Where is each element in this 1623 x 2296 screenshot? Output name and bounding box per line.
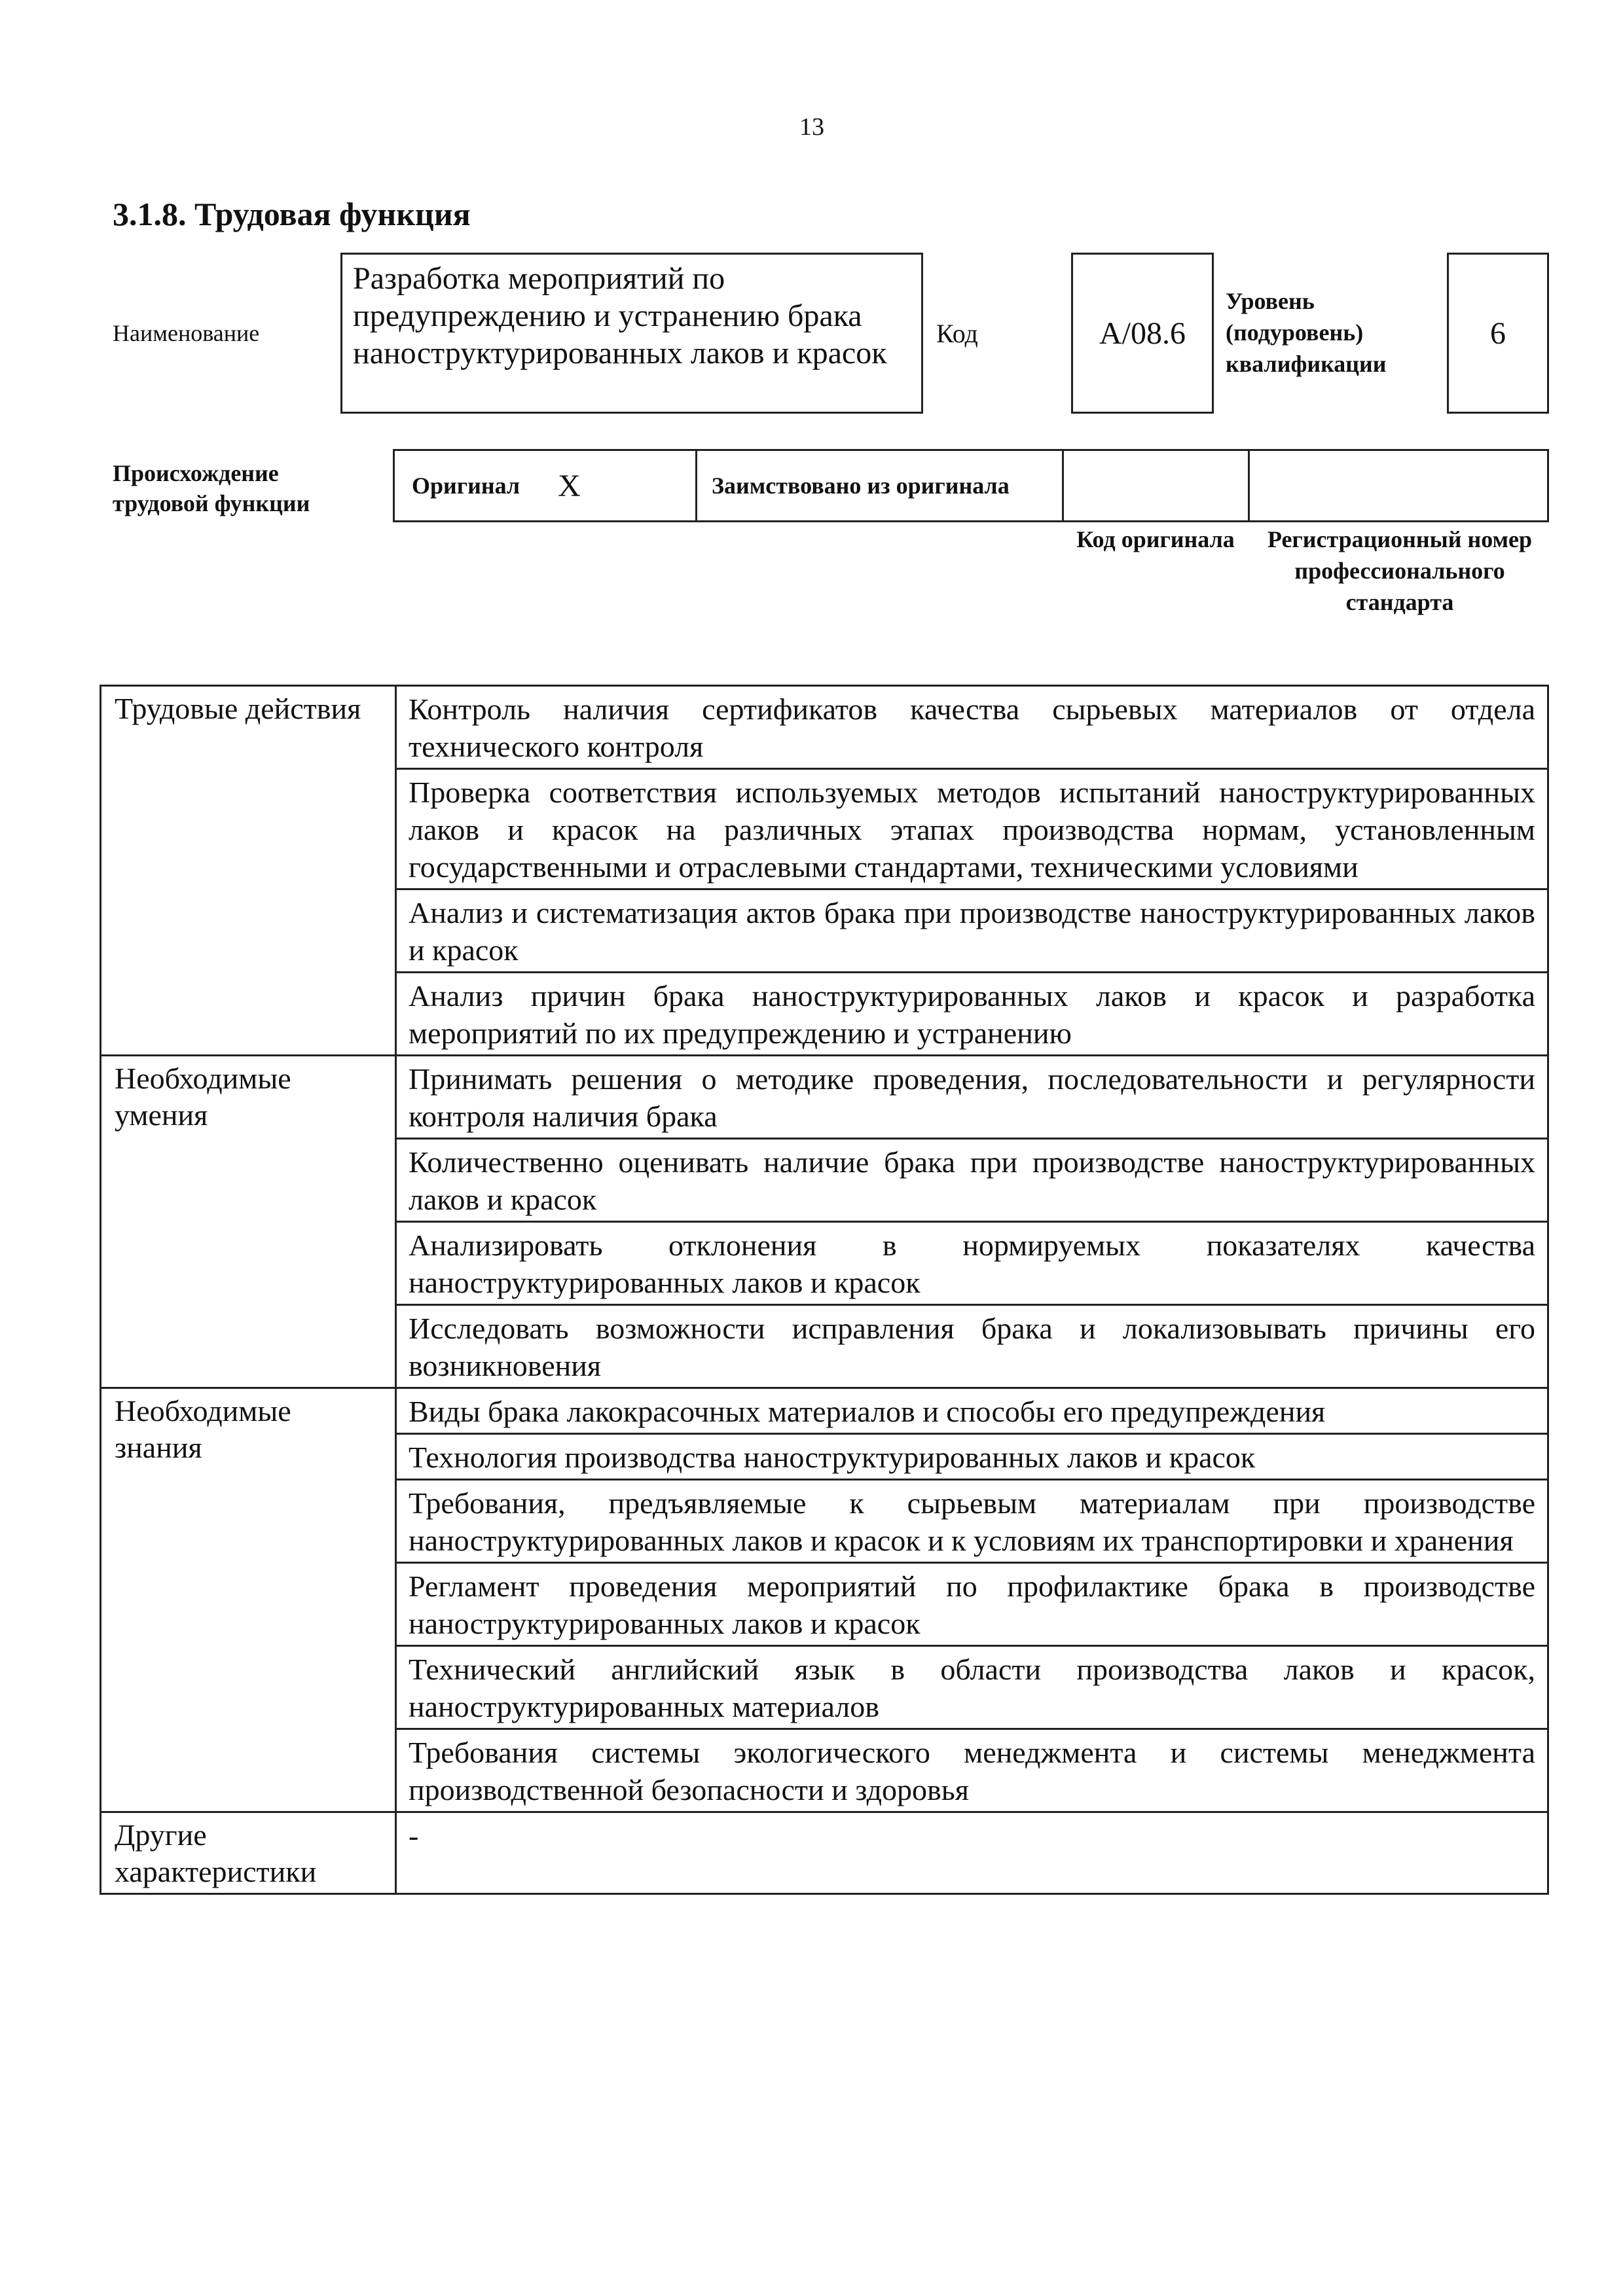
section-item-cell: Анализ и систематизация актов брака при производстве наноструктурированных лаков и красок: [396, 889, 1548, 973]
origin-label: Происхождение трудовой функции: [113, 460, 310, 516]
origin-reg-cell: [1250, 451, 1547, 520]
original-mark: X: [558, 468, 581, 503]
code-box: [1071, 253, 1214, 414]
section-item-cell: Контроль наличия сертификатов качества сырьевых материалов от отдела технического контроля: [396, 686, 1548, 769]
function-details-body: [101, 686, 1548, 1894]
section-item-cell: Принимать решения о методике проведения, последовательности и регулярности контроля наличия брака: [396, 1056, 1548, 1139]
section-item-cell: Технология производства наноструктурированных лаков и красок: [396, 1434, 1548, 1480]
section-item-cell: Проверка соответствия используемых методов испытаний наноструктурированных лаков и красок на различных этапах производства нормам, установленным государственными и отраслевыми стандартами, техническими условиями: [396, 769, 1548, 889]
section-title-cell: Необходимые умения: [101, 1056, 396, 1388]
level-box: [1447, 253, 1549, 414]
section-item-cell: Анализ причин брака наноструктурированных лаков и красок и разработка мероприятий по их предупреждению и устранению: [396, 973, 1548, 1056]
code-original-caption: Код оригинала: [1076, 526, 1235, 552]
name-label: Наименование: [113, 320, 260, 346]
borrowed-label: Заимствовано из оригинала: [712, 473, 1010, 499]
origin-borrowed-cell: [697, 451, 1064, 520]
table-row: [101, 1388, 1548, 1434]
origin-table: [393, 449, 1549, 522]
section-item-cell: Технический английский язык в области производства лаков и красок, наноструктурированных материалов: [396, 1646, 1548, 1729]
section-title: 3.1.8. Трудовая функция: [113, 196, 471, 232]
section-title-cell: Трудовые действия: [101, 686, 396, 1056]
table-row: [101, 1056, 1548, 1139]
section-title-cell: Необходимые знания: [101, 1388, 396, 1812]
section-item-cell: Анализировать отклонения в нормируемых показателях качества наноструктурированных лаков и красок: [396, 1222, 1548, 1305]
page-number: 13: [799, 113, 824, 141]
section-item-cell: Требования системы экологического менеджмента и системы менеджмента производственной безопасности и здоровья: [396, 1729, 1548, 1812]
original-label: Оригинал: [412, 473, 520, 499]
code-value: А/08.6: [1099, 315, 1186, 351]
section-item-cell: Требования, предъявляемые к сырьевым материалам при производстве наноструктурированных лаков и красок и к условиям их транспортировки и хранения: [396, 1480, 1548, 1563]
function-details-table: [100, 685, 1549, 1895]
function-name-box: [340, 253, 923, 414]
section-item-cell: Исследовать возможности исправления брака и локализовывать причины его возникновения: [396, 1305, 1548, 1388]
origin-original-cell: [395, 451, 697, 520]
table-row: [101, 1812, 1548, 1894]
table-row: [101, 686, 1548, 769]
code-label: Код: [936, 319, 978, 348]
section-item-cell: Регламент проведения мероприятий по профилактике брака в производстве наноструктурированных лаков и красок: [396, 1563, 1548, 1646]
section-item-cell: Количественно оценивать наличие брака при производстве наноструктурированных лаков и красок: [396, 1139, 1548, 1222]
origin-code-cell: [1064, 451, 1250, 520]
section-title-cell: Другие характеристики: [101, 1812, 396, 1894]
section-item-cell: -: [396, 1812, 1548, 1894]
reg-number-caption: Регистрационный номер профессионального стандарта: [1267, 526, 1533, 615]
section-item-cell: Виды брака лакокрасочных материалов и способы его предупреждения: [396, 1388, 1548, 1434]
level-value: 6: [1490, 315, 1506, 351]
level-label: Уровень (подуровень) квалификации: [1226, 288, 1387, 377]
function-name-value: Разработка мероприятий по предупреждению и устранению брака наноструктурированных лаков и красок: [353, 261, 887, 370]
